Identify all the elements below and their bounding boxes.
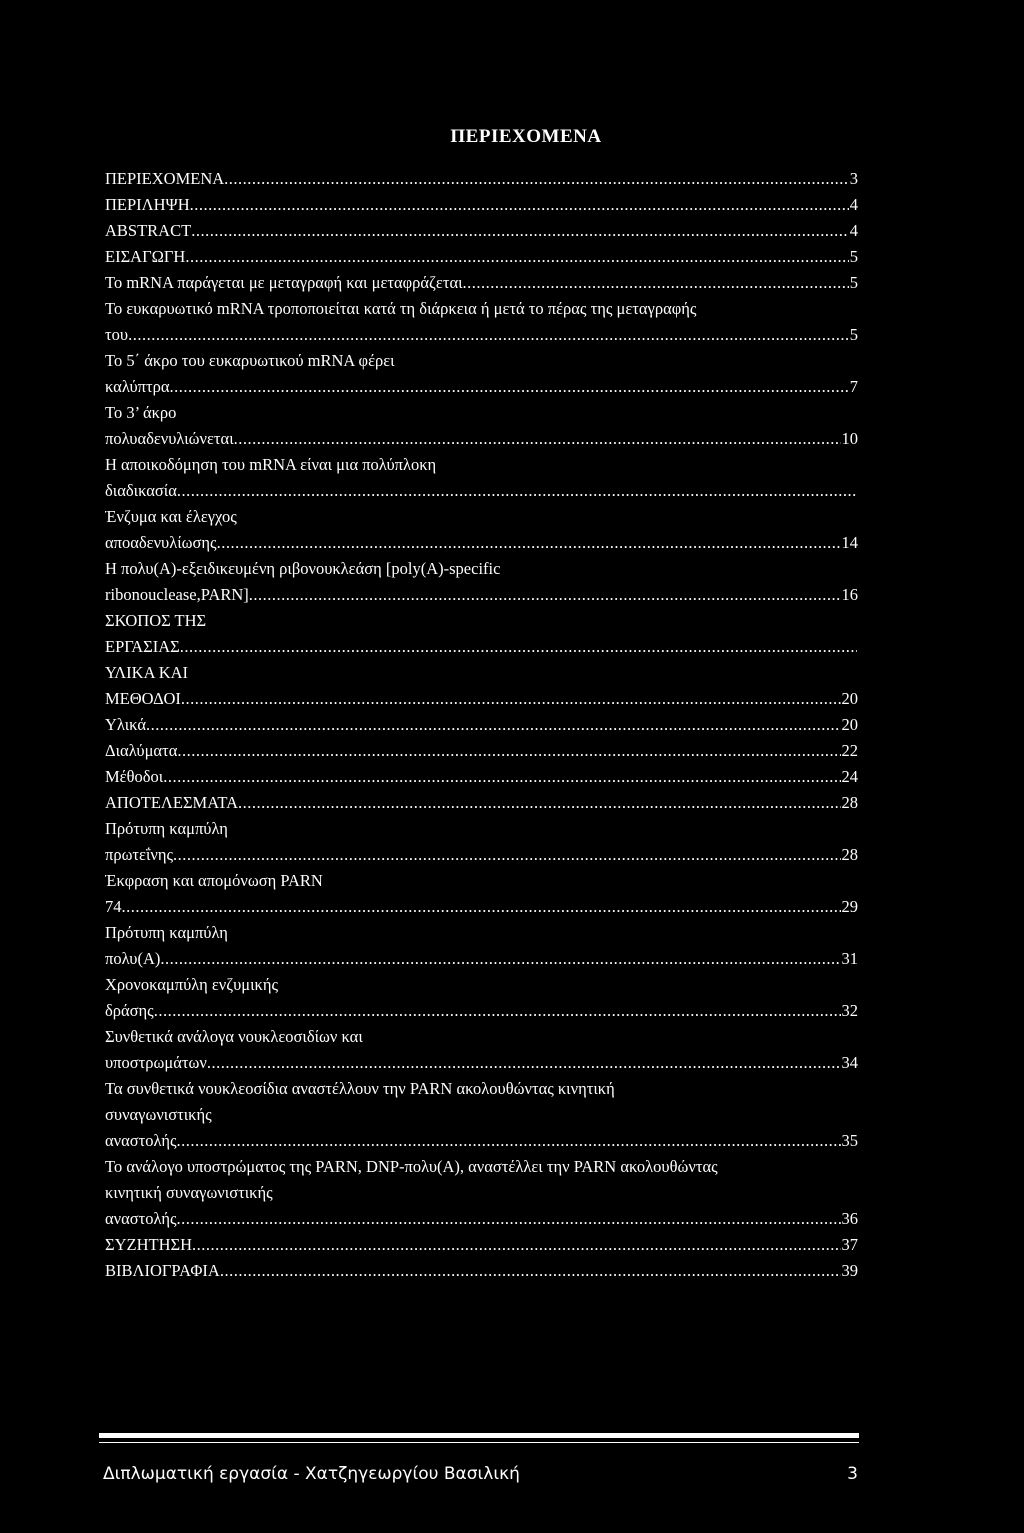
toc-item-label: πολυαδενυλιώνεται bbox=[105, 429, 234, 448]
toc-item bbox=[105, 738, 858, 764]
toc-item-page: 4 bbox=[849, 195, 858, 214]
toc-item-page: 34 bbox=[841, 1053, 858, 1072]
toc-dot-leader bbox=[170, 374, 849, 400]
toc-dot-leader bbox=[177, 478, 857, 504]
toc-item: Η αποικοδόμηση του mRNA είναι μια πολύπλοκη bbox=[105, 455, 437, 474]
toc-item bbox=[105, 1232, 858, 1258]
toc-item-page: 39 bbox=[841, 1261, 858, 1280]
toc-item-label: ΑΠΟΤΕΛΕΣΜΑΤΑ bbox=[105, 793, 238, 812]
footer-text: Διπλωματική εργασία - Χατζηγεωργίου Βασιλική bbox=[103, 1464, 520, 1484]
toc-dot-leader bbox=[207, 1050, 841, 1076]
toc-dot-leader bbox=[234, 426, 841, 452]
toc-item bbox=[105, 894, 858, 920]
toc-item bbox=[105, 634, 858, 660]
toc-dot-leader bbox=[220, 1258, 841, 1284]
toc-item: ΥΛΙΚΑ ΚΑΙ bbox=[105, 663, 189, 682]
toc-item bbox=[105, 712, 858, 738]
toc-item-page: 5 bbox=[849, 273, 858, 292]
toc-dot-leader bbox=[173, 842, 840, 868]
toc-item bbox=[105, 530, 858, 556]
toc-item bbox=[105, 374, 858, 400]
toc-item-label: καλύπτρα bbox=[105, 377, 170, 396]
toc-item bbox=[105, 946, 858, 972]
toc-item-label: Υλικά bbox=[105, 715, 146, 734]
toc-item: Το ανάλογο υποστρώματος της PARN, DNP-πολυ(Α), αναστέλλει την PARN ακολουθώντας bbox=[105, 1157, 718, 1176]
toc-item-label: του bbox=[105, 325, 129, 344]
toc-item bbox=[105, 218, 858, 244]
toc-dot-leader bbox=[185, 244, 848, 270]
toc-dot-leader bbox=[190, 192, 849, 218]
page-title: ΠΕΡΙΕΧΟΜΕΝΑ bbox=[450, 126, 602, 147]
toc-item bbox=[105, 244, 858, 270]
toc-dot-leader bbox=[249, 582, 841, 608]
toc-item-page: 28 bbox=[841, 793, 858, 812]
toc-item bbox=[105, 1050, 858, 1076]
toc-item-page: 36 bbox=[841, 1209, 858, 1228]
toc-item-label: Το mRNA παράγεται με μεταγραφή και μεταφράζεται bbox=[105, 273, 463, 292]
toc-item-label: ΠΕΡΙΛΗΨΗ bbox=[105, 195, 190, 214]
toc-item-label: αναστολής bbox=[105, 1131, 177, 1150]
toc-item-label: ΠΕΡΙΕΧΟΜΕΝΑ bbox=[105, 169, 225, 188]
toc-dot-leader bbox=[217, 530, 841, 556]
toc-item bbox=[105, 478, 858, 504]
toc-item bbox=[105, 270, 858, 296]
table-of-contents bbox=[105, 166, 858, 1284]
toc-item-label: ΕΙΣΑΓΩΓΗ bbox=[105, 247, 186, 266]
toc-item-label: ribonouclease,PARN] bbox=[105, 585, 249, 604]
toc-item-page: 31 bbox=[841, 949, 858, 968]
toc-item bbox=[105, 842, 858, 868]
toc-item: Ένζυμα και έλεγχος bbox=[105, 507, 237, 526]
toc-item bbox=[105, 686, 858, 712]
toc-dot-leader bbox=[163, 764, 840, 790]
toc-item: ΣΚΟΠΟΣ ΤΗΣ bbox=[105, 611, 207, 630]
toc-dot-leader bbox=[146, 712, 841, 738]
toc-item-label: ABSTRACT bbox=[105, 221, 192, 240]
toc-item: Το 3’ άκρο bbox=[105, 403, 177, 422]
toc-item-label: διαδικασία bbox=[105, 481, 177, 500]
toc-item-label: ΒΙΒΛΙΟΓΡΑΦΙΑ bbox=[105, 1261, 220, 1280]
toc-item-page: 29 bbox=[841, 897, 858, 916]
toc-dot-leader bbox=[177, 1206, 841, 1232]
toc-item bbox=[105, 166, 858, 192]
toc-item-label: πρωτεΐνης bbox=[105, 845, 174, 864]
toc-item-page: 32 bbox=[841, 1001, 858, 1020]
toc-item bbox=[105, 790, 858, 816]
toc-item-label: ΣΥΖΗΤΗΣΗ bbox=[105, 1235, 193, 1254]
toc-item: Το ευκαρυωτικό mRNA τροποποιείται κατά τη διάρκεια ή μετά το πέρας της μεταγραφής bbox=[105, 299, 697, 318]
toc-dot-leader bbox=[191, 218, 849, 244]
footer-rule-thin bbox=[99, 1442, 859, 1443]
toc-item-page: 22 bbox=[841, 741, 858, 760]
toc-item-page: 28 bbox=[841, 845, 858, 864]
toc-item-page: 4 bbox=[849, 221, 858, 240]
toc-item-page: 14 bbox=[841, 533, 858, 552]
footer-rule bbox=[99, 1433, 859, 1438]
toc-item bbox=[105, 1258, 858, 1284]
toc-item bbox=[105, 764, 858, 790]
toc-item bbox=[105, 1206, 858, 1232]
toc-item-page: 5 bbox=[849, 247, 858, 266]
toc-item-label: υποστρωμάτων bbox=[105, 1053, 207, 1072]
toc-item-page: 35 bbox=[841, 1131, 858, 1150]
toc-item-label: Διαλύματα bbox=[105, 741, 178, 760]
toc-dot-leader bbox=[180, 634, 857, 660]
toc-item-label: δράσης bbox=[105, 1001, 154, 1020]
toc-dot-leader bbox=[160, 946, 840, 972]
toc-item: συναγωνιστικής bbox=[105, 1105, 212, 1124]
toc-dot-leader bbox=[154, 998, 841, 1024]
toc-dot-leader bbox=[224, 166, 849, 192]
toc-item bbox=[105, 426, 858, 452]
toc-item-label: ΜΕΘΟΔΟΙ bbox=[105, 689, 181, 708]
toc-dot-leader bbox=[122, 894, 841, 920]
toc-item-label: 74 bbox=[105, 897, 122, 916]
toc-dot-leader bbox=[192, 1232, 840, 1258]
toc-item: Το 5΄ άκρο του ευκαρυωτικού mRNA φέρει bbox=[105, 351, 395, 370]
toc-item bbox=[105, 192, 858, 218]
toc-item-label: αναστολής bbox=[105, 1209, 177, 1228]
toc-item-page: 16 bbox=[841, 585, 858, 604]
toc-item-page: 3 bbox=[849, 169, 858, 188]
toc-item-label: Μέθοδοι bbox=[105, 767, 164, 786]
toc-item-page: 10 bbox=[841, 429, 858, 448]
toc-item: Συνθετικά ανάλογα νουκλεοσιδίων και bbox=[105, 1027, 363, 1046]
toc-dot-leader bbox=[128, 322, 849, 348]
toc-item bbox=[105, 322, 858, 348]
toc-item-page: 5 bbox=[849, 325, 858, 344]
toc-dot-leader bbox=[177, 1128, 841, 1154]
toc-item: Χρονοκαμπύλη ενζυμικής bbox=[105, 975, 279, 994]
toc-item-label: πολυ(A) bbox=[105, 949, 161, 968]
toc-dot-leader bbox=[238, 790, 841, 816]
toc-item bbox=[105, 998, 858, 1024]
toc-item: Έκφραση και απομόνωση PARN bbox=[105, 871, 323, 890]
footer-page-number: 3 bbox=[847, 1464, 858, 1484]
toc-item-page: 37 bbox=[841, 1235, 858, 1254]
toc-item-page: 24 bbox=[841, 767, 858, 786]
toc-item: Τα συνθετικά νουκλεοσίδια αναστέλλουν την PARN ακολουθώντας κινητική bbox=[105, 1079, 615, 1098]
toc-item-label: ΕΡΓΑΣΙΑΣ bbox=[105, 637, 180, 656]
toc-item-page: 20 bbox=[841, 715, 858, 734]
toc-item bbox=[105, 582, 858, 608]
toc-dot-leader bbox=[463, 270, 849, 296]
toc-item-page: 7 bbox=[849, 377, 858, 396]
toc-item: Η πολυ(Α)-εξειδικευμένη ριβονουκλεάση [poly(A)-specific bbox=[105, 559, 501, 578]
toc-dot-leader bbox=[181, 686, 841, 712]
toc-item-label: αποαδενυλίωσης bbox=[105, 533, 217, 552]
toc-item-page: 20 bbox=[841, 689, 858, 708]
toc-item bbox=[105, 1128, 858, 1154]
toc-item: κινητική συναγωνιστικής bbox=[105, 1183, 273, 1202]
toc-item: Πρότυπη καμπύλη bbox=[105, 923, 228, 942]
toc-dot-leader bbox=[177, 738, 840, 764]
toc-item: Πρότυπη καμπύλη bbox=[105, 819, 228, 838]
